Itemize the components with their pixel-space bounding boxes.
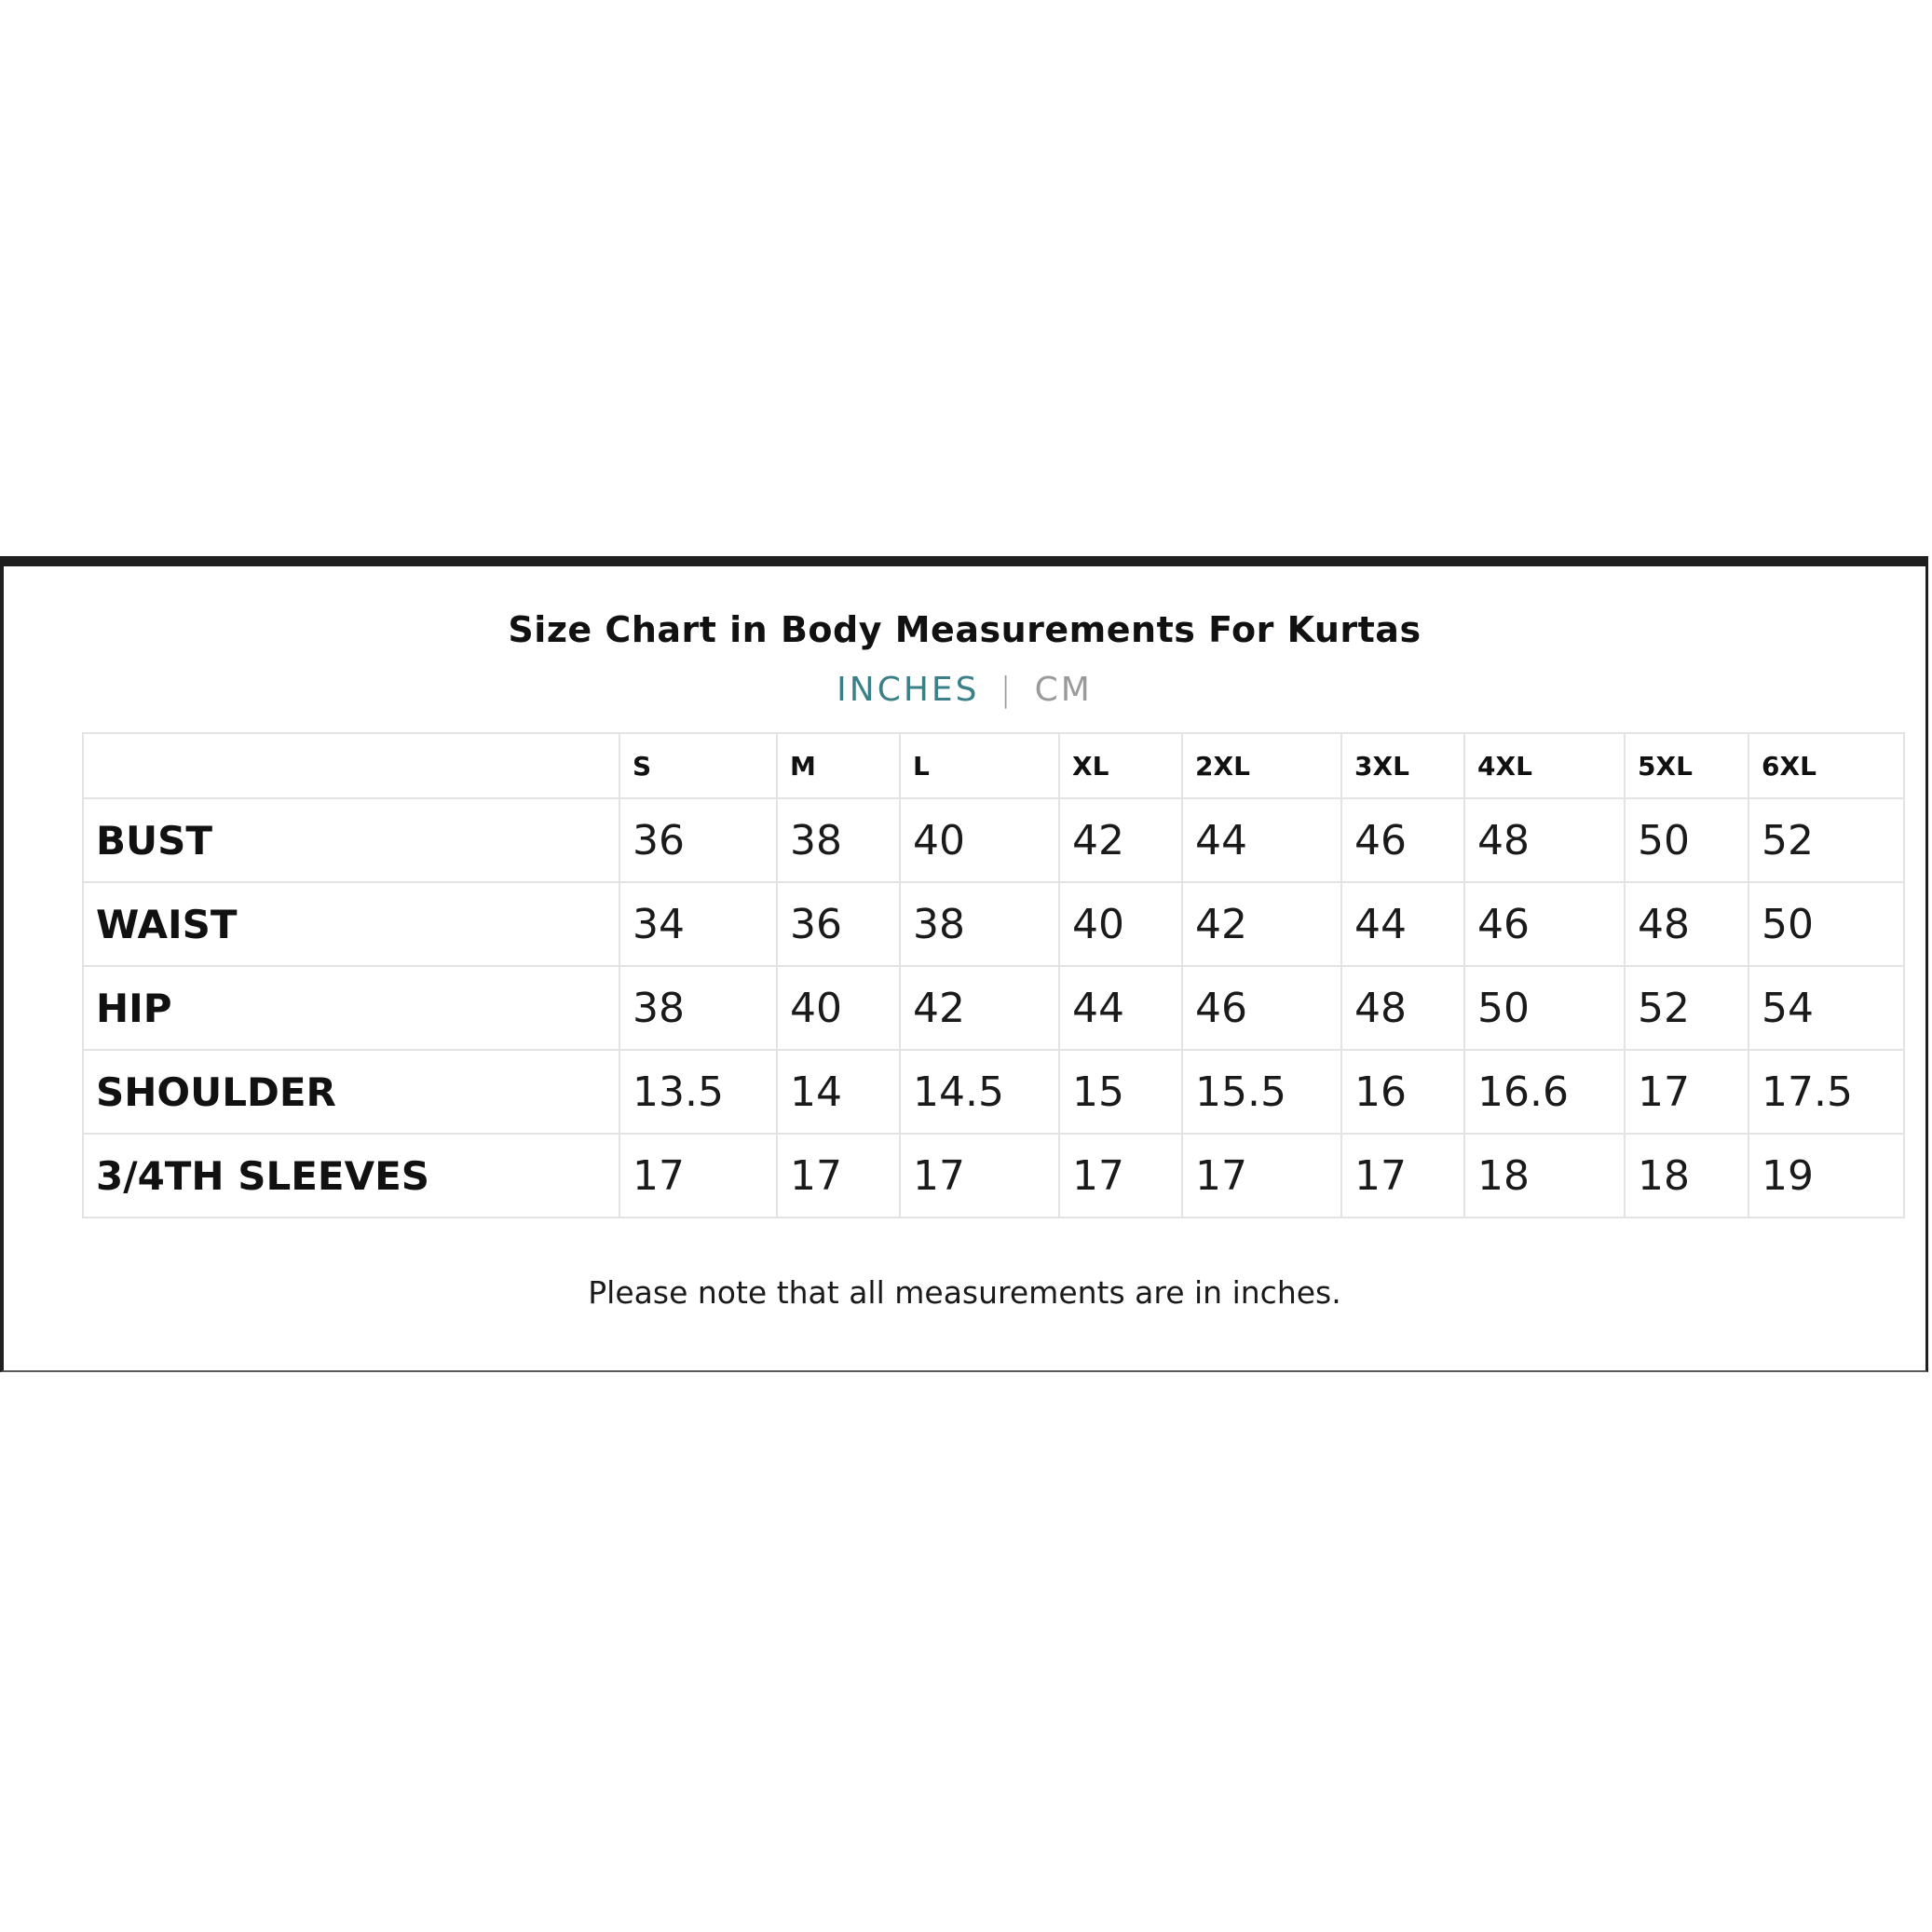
column-header-s: S [619, 733, 777, 798]
column-header-3xl: 3XL [1341, 733, 1464, 798]
table-cell: 15 [1059, 1050, 1182, 1134]
table-cell: 17 [1341, 1134, 1464, 1218]
column-header-l: L [900, 733, 1059, 798]
column-header-m: M [777, 733, 900, 798]
table-row [83, 1050, 1904, 1134]
column-header-4xl: 4XL [1464, 733, 1625, 798]
table-cell: 17 [619, 1134, 777, 1218]
table-cell: 36 [619, 798, 777, 882]
row-label-waist: WAIST [83, 882, 619, 966]
table-cell: 50 [1625, 798, 1748, 882]
table-cell: 52 [1625, 966, 1748, 1050]
table-cell: 42 [1059, 798, 1182, 882]
table-cell: 17 [1182, 1134, 1341, 1218]
table-cell: 19 [1748, 1134, 1904, 1218]
table-cell: 44 [1182, 798, 1341, 882]
measurement-note: Please note that all measurements are in inches. [588, 1274, 1341, 1311]
table-cell: 17.5 [1748, 1050, 1904, 1134]
table-cell: 40 [900, 798, 1059, 882]
table-row [83, 1134, 1904, 1218]
table-cell: 18 [1625, 1134, 1748, 1218]
column-header-5xl: 5XL [1625, 733, 1748, 798]
table-cell: 52 [1748, 798, 1904, 882]
row-label-sleeves: 3/4TH SLEEVES [83, 1134, 619, 1218]
table-cell: 42 [900, 966, 1059, 1050]
table-cell: 46 [1464, 882, 1625, 966]
table-cell: 34 [619, 882, 777, 966]
row-label-hip: HIP [83, 966, 619, 1050]
column-header-xl: XL [1059, 733, 1182, 798]
table-cell: 17 [900, 1134, 1059, 1218]
unit-inches-tab[interactable]: INCHES [837, 671, 980, 709]
table-cell: 16.6 [1464, 1050, 1625, 1134]
table-header-row [83, 733, 1904, 798]
table-row [83, 882, 1904, 966]
page-title: Size Chart in Body Measurements For Kurtas [508, 609, 1422, 650]
table-cell: 16 [1341, 1050, 1464, 1134]
table-row [83, 798, 1904, 882]
table-cell: 50 [1748, 882, 1904, 966]
table-cell: 18 [1464, 1134, 1625, 1218]
table-cell: 44 [1059, 966, 1182, 1050]
table-cell: 15.5 [1182, 1050, 1341, 1134]
table-cell: 40 [777, 966, 900, 1050]
table-cell: 42 [1182, 882, 1341, 966]
table-cell: 17 [1625, 1050, 1748, 1134]
row-label-shoulder: SHOULDER [83, 1050, 619, 1134]
table-cell: 48 [1625, 882, 1748, 966]
table-cell: 48 [1464, 798, 1625, 882]
table-cell: 48 [1341, 966, 1464, 1050]
table-row [83, 966, 1904, 1050]
table-cell: 44 [1341, 882, 1464, 966]
column-header-6xl: 6XL [1748, 733, 1904, 798]
table-cell: 54 [1748, 966, 1904, 1050]
table-cell: 17 [777, 1134, 900, 1218]
size-chart-panel [0, 556, 1928, 1372]
table-cell: 38 [900, 882, 1059, 966]
table-cell: 14.5 [900, 1050, 1059, 1134]
size-table [82, 732, 1905, 1218]
unit-toggle [4, 671, 1925, 709]
table-cell: 36 [777, 882, 900, 966]
table-cell: 17 [1059, 1134, 1182, 1218]
column-header-blank [83, 733, 619, 798]
table-cell: 46 [1341, 798, 1464, 882]
table-cell: 50 [1464, 966, 1625, 1050]
unit-separator: | [1000, 671, 1014, 709]
table-cell: 38 [619, 966, 777, 1050]
unit-cm-tab[interactable]: CM [1034, 671, 1093, 709]
table-cell: 46 [1182, 966, 1341, 1050]
table-cell: 14 [777, 1050, 900, 1134]
column-header-2xl: 2XL [1182, 733, 1341, 798]
table-cell: 13.5 [619, 1050, 777, 1134]
table-cell: 40 [1059, 882, 1182, 966]
row-label-bust: BUST [83, 798, 619, 882]
table-cell: 38 [777, 798, 900, 882]
